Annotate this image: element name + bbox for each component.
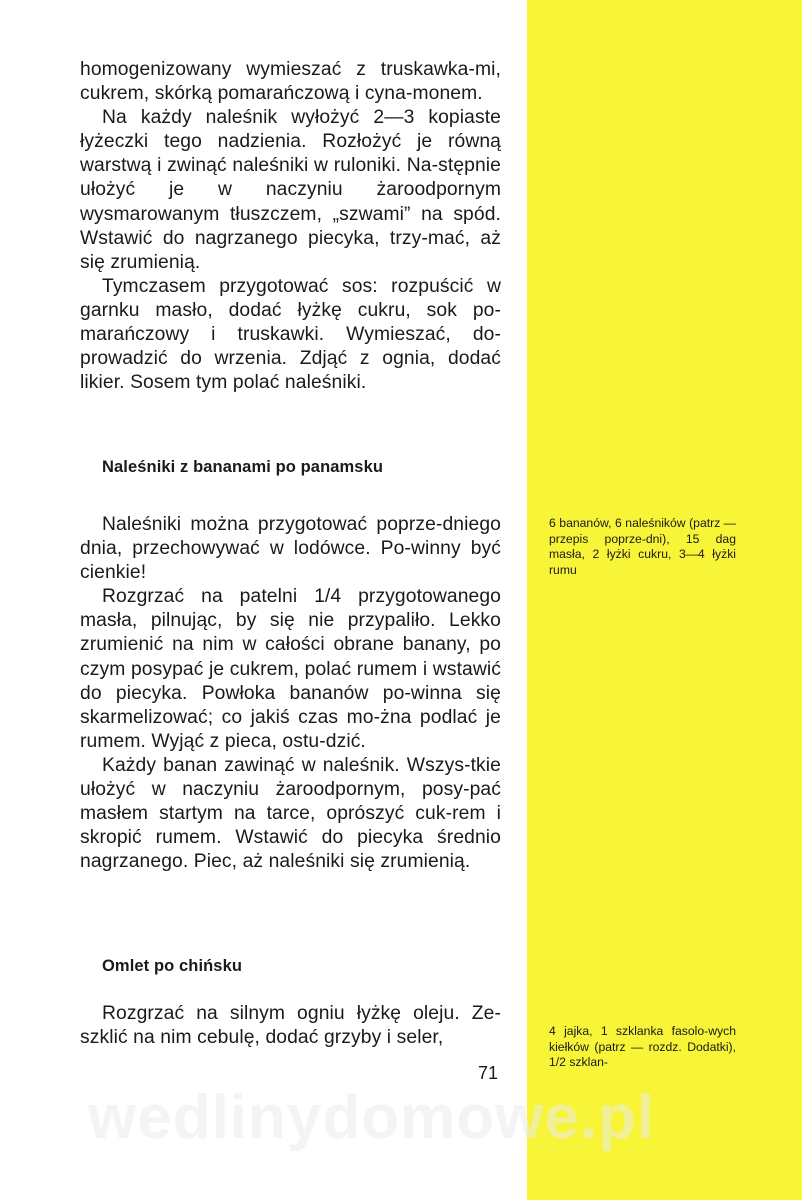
watermark: wedlinydomowe.pl (88, 1083, 656, 1152)
recipe1-paragraph-1: homogenizowany wymieszać z truskawka-mi, cukrem, skórką pomarańczową i cyna-monem. (80, 59, 501, 105)
recipe3-ingredients: 4 jajka, 1 szklanka fasolo-wych kiełków (patrz — rozdz. Dodatki), 1/2 szklan- (549, 1024, 736, 1069)
recipe3-body (80, 1002, 501, 1050)
recipe-continuation (80, 58, 501, 395)
recipe2-paragraph-1: Naleśniki można przygotować poprze-dniego dnia, przechowywać w lodówce. Po-winny być cienkie! (80, 514, 501, 584)
recipe2-paragraph-3: Każdy banan zawinąć w naleśnik. Wszys-tkie ułożyć w naczyniu żaroodpornym, posy-pać masłem startym na tarce, oprószyć cuk-rem i skropić rumem. Wstawić do piecyka średnio nagrzanego. Piec, aż naleśniki się zrumienią. (80, 754, 501, 873)
recipe3-title: Omlet po chińsku (102, 957, 243, 975)
recipe2-body (80, 513, 501, 874)
recipe2-title: Naleśniki z bananami po panamsku (102, 458, 384, 476)
recipe2-ingredients: 6 bananów, 6 naleśników (patrz — przepis poprze-dni), 15 dag masła, 2 łyżki cukru, 3—4 łyżki rumu (549, 516, 736, 577)
page-number: 71 (478, 1063, 499, 1083)
ingredients-sidebar (527, 0, 802, 1200)
recipe3-paragraph-1: Rozgrzać na silnym ogniu łyżkę oleju. Ze-szklić na nim cebulę, dodać grzyby i seler, (80, 1003, 501, 1049)
recipe1-paragraph-2: Na każdy naleśnik wyłożyć 2—3 kopiaste łyżeczki tego nadzienia. Rozłożyć je równą warstwą i zwinąć naleśniki w ruloniki. Na-stępnie ułożyć je w naczyniu żaroodpornym wysmarowanym tłuszczem, „szwami” na spód. Wstawić do nagrzanego piecyka, trzy-mać, aż się zrumienią. (80, 107, 501, 273)
recipe1-paragraph-3: Tymczasem przygotować sos: rozpuścić w garnku masło, dodać łyżkę cukru, sok po-marańczowy i truskawki. Wymieszać, do-prowadzić do wrzenia. Zdjąć z ognia, dodać likier. Sosem tym polać naleśniki. (80, 275, 501, 394)
recipe2-paragraph-2: Rozgrzać na patelni 1/4 przygotowanego masła, pilnując, by się nie przypaliło. Lekko zrumienić na nim w całości obrane banany, po czym posypać je cukrem, polać rumem i wstawić do piecyka. Powłoka bananów po-winna się skarmelizować; co jakiś czas mo-żna podlać je rumem. Wyjąć z pieca, ostu-dzić. (80, 586, 501, 752)
